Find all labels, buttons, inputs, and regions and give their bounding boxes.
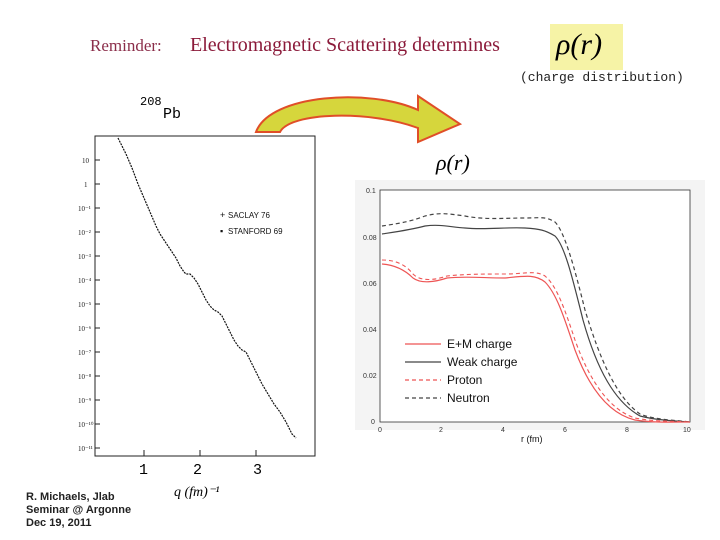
credits (26, 491, 131, 530)
svg-text:▪: ▪ (220, 226, 224, 236)
credits-line-2: Seminar @ Argonne (26, 504, 132, 516)
y-tick-label: 10⁻¹ (78, 205, 91, 213)
svg-text:2: 2 (439, 427, 443, 434)
legend-neutron: Neutron (447, 391, 490, 405)
isotope-element: Pb (163, 106, 182, 123)
legend-weak-charge: Weak charge (447, 355, 518, 369)
rho-highlight-box (550, 24, 623, 70)
y-tick-label: 10⁻³ (78, 253, 91, 261)
svg-text:0.08: 0.08 (363, 235, 377, 242)
x-tick-label-1: 1 (139, 462, 149, 479)
svg-text:0.06: 0.06 (363, 281, 377, 288)
plot-frame (380, 190, 690, 422)
rho-formula: ρ(r) (556, 28, 603, 61)
page-title: Electromagnetic Scattering determines (190, 34, 500, 56)
y-tick-label: 10⁻⁸ (78, 373, 92, 381)
y-tick-label: 10⁻⁹ (78, 397, 92, 405)
svg-text:0.02: 0.02 (363, 373, 377, 380)
y-tick-label: 10⁻⁷ (78, 349, 92, 357)
legend-stanford: STANFORD 69 (228, 227, 283, 236)
svg-text:6: 6 (563, 427, 567, 434)
y-tick-label: 10⁻² (78, 229, 91, 237)
svg-text:10: 10 (683, 427, 691, 434)
y-tick-label: 10⁻⁴ (78, 277, 92, 285)
svg-text:+: + (220, 210, 226, 220)
credits-line-3: Dec 19, 2011 (26, 517, 92, 529)
x-axis-label: q (fm)⁻¹ (174, 485, 220, 500)
svg-text:8: 8 (625, 427, 629, 434)
legend-em-charge: E+M charge (447, 337, 513, 351)
legend-proton: Proton (447, 373, 483, 387)
x-tick-label-3: 3 (253, 462, 263, 479)
y-tick-label: 10⁻⁶ (78, 325, 92, 333)
legend-saclay: SACLAY 76 (228, 211, 270, 220)
plot-frame (95, 136, 315, 456)
svg-text:0.1: 0.1 (366, 188, 376, 195)
y-tick-label: 10⁻⁵ (78, 301, 92, 309)
svg-text:0.04: 0.04 (363, 327, 377, 334)
svg-text:0: 0 (378, 427, 382, 434)
svg-text:4: 4 (501, 427, 505, 434)
y-tick-label: 10 (82, 157, 89, 165)
svg-text:0: 0 (371, 419, 375, 426)
density-plot (355, 150, 705, 450)
credits-line-1: R. Michaels, Jlab (26, 491, 115, 503)
x-tick-label-2: 2 (193, 462, 203, 479)
y-tick-label: 10⁻¹⁰ (78, 421, 94, 429)
r-axis-label: r (fm) (521, 434, 543, 444)
cross-section-plot (60, 132, 320, 462)
rho-plot-label: ρ(r) (436, 150, 470, 175)
charge-distribution-note: (charge distribution) (520, 70, 684, 85)
y-tick-label: 10⁻¹¹ (78, 445, 93, 453)
isotope-mass-number: 208 (140, 95, 162, 109)
y-tick-labels (78, 157, 94, 453)
reminder-label: Reminder: (90, 36, 162, 55)
y-tick-label: 1 (84, 181, 88, 189)
